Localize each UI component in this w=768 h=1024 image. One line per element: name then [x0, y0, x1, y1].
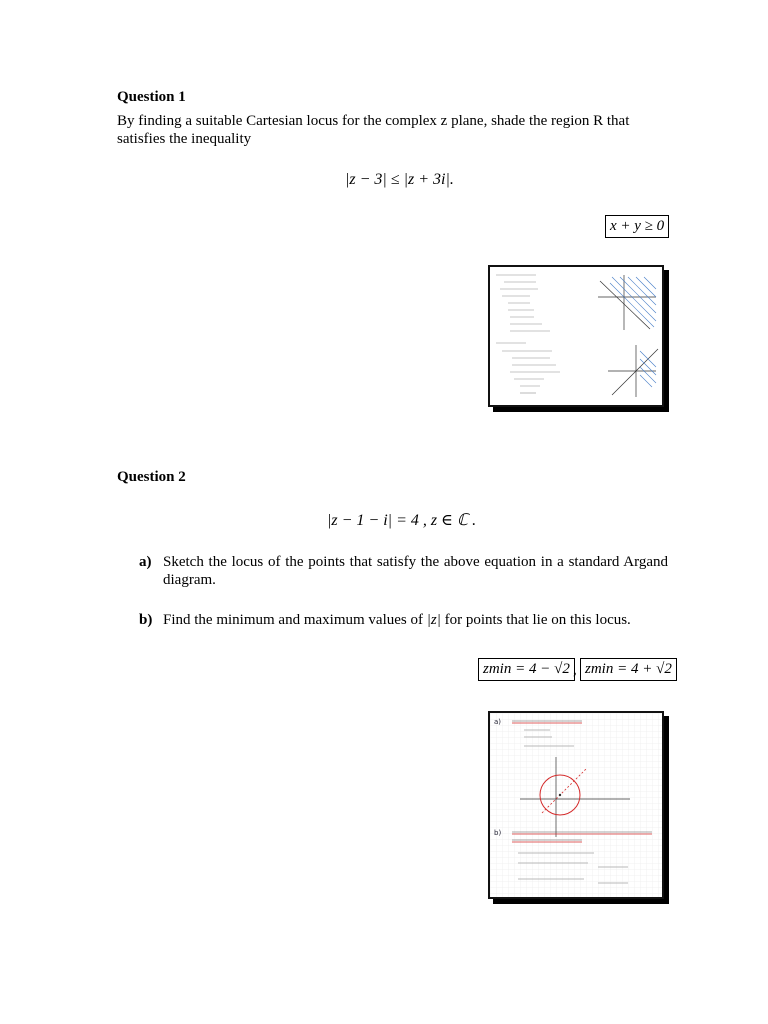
answer-min-box: zmin = 4 − √2 — [478, 658, 575, 681]
part-b-text-2: for points that lie on this locus. — [444, 612, 631, 628]
part-b-text — [163, 611, 631, 629]
part-b-label: b) — [139, 612, 153, 628]
question-1-working-sketch — [490, 267, 662, 405]
question-1-working-image — [488, 265, 664, 407]
part-a-label: a) — [139, 554, 152, 570]
svg-text:b): b) — [494, 829, 502, 837]
answer-separator: , — [573, 662, 577, 678]
answer-max-box: zmin = 4 + √2 — [580, 658, 677, 681]
part-a-text: Sketch the locus of the points that satisfy the above equation in a standard Argand diagram. — [163, 554, 668, 588]
question-1-text: By finding a suitable Cartesian locus for the complex z plane, shade the region R that satisfies the inequality — [117, 113, 630, 147]
question-1-inequality: |z − 3| ≤ |z + 3i|. — [345, 171, 454, 188]
part-b-text-1: Find the minimum and maximum values of — [163, 612, 423, 628]
question-2-equation: |z − 1 − i| = 4 , z ∈ ℂ . — [327, 512, 477, 529]
svg-text:a): a) — [494, 718, 502, 726]
question-1-title: Question 1 — [117, 89, 186, 105]
question-2-title: Question 2 — [117, 469, 186, 485]
question-1-answer-box: x + y ≥ 0 — [605, 215, 669, 238]
question-2-working-image — [488, 711, 664, 899]
question-2-working-sketch — [490, 713, 662, 897]
part-b-modulus: |z| — [426, 612, 441, 628]
